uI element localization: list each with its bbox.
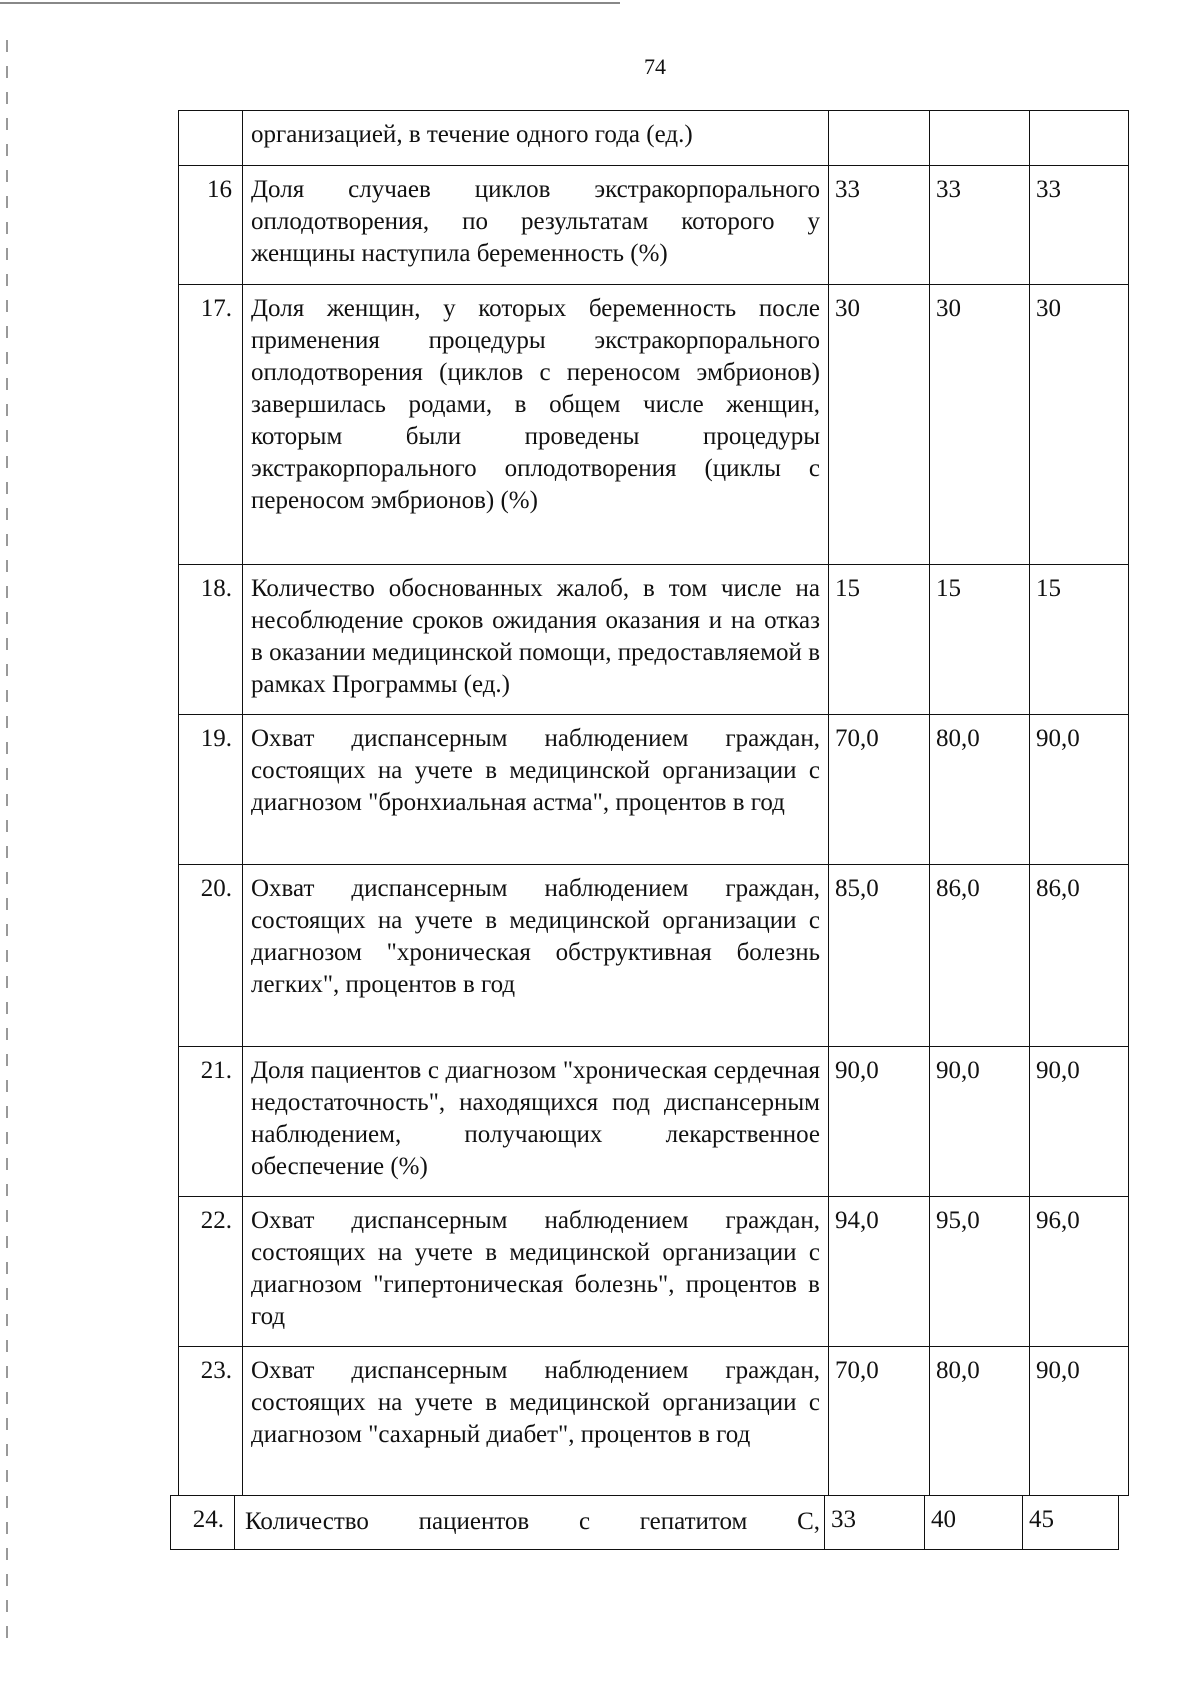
table-row [179,865,1129,1047]
table-row [179,565,1129,715]
value-year-1: 15 [829,565,930,715]
value-year-3: 45 [1023,1496,1119,1550]
value-year-2: 90,0 [930,1047,1030,1197]
indicators-table [178,110,1129,1496]
row-number: 23. [179,1347,243,1496]
indicator-text: Охват диспансерным наблюдением граждан, состоящих на учете в медицинской организации с диагнозом "гипертоническая болезнь", процентов в год [243,1197,829,1347]
value-year-1 [829,111,930,166]
table-row [179,1347,1129,1496]
value-year-3: 30 [1030,285,1129,565]
value-year-2: 40 [925,1496,1023,1550]
value-year-3: 86,0 [1030,865,1129,1047]
table-row [179,111,1129,166]
indicator-text: Охват диспансерным наблюдением граждан, состоящих на учете в медицинской организации с диагнозом "хроническая обструктивная болезнь легких", процентов в год [243,865,829,1047]
row-number: 16 [179,166,243,285]
value-year-1: 30 [829,285,930,565]
page-number: 74 [644,54,666,79]
value-year-3: 90,0 [1030,1047,1129,1197]
value-year-2: 33 [930,166,1030,285]
row-number: 21. [179,1047,243,1197]
value-year-1: 85,0 [829,865,930,1047]
value-year-2: 95,0 [930,1197,1030,1347]
value-year-1: 90,0 [829,1047,930,1197]
table-row [171,1496,1119,1550]
value-year-3 [1030,111,1129,166]
value-year-2: 80,0 [930,715,1030,865]
indicator-text: Охват диспансерным наблюдением граждан, состоящих на учете в медицинской организации с диагнозом "сахарный диабет", процентов в год [243,1347,829,1496]
value-year-3: 96,0 [1030,1197,1129,1347]
row-number: 18. [179,565,243,715]
value-year-1: 70,0 [829,715,930,865]
table-row [179,1197,1129,1347]
value-year-3: 33 [1030,166,1129,285]
row-number: 19. [179,715,243,865]
value-year-2 [930,111,1030,166]
scan-top-rule [0,2,620,4]
table-row [179,1047,1129,1197]
row-number [179,111,243,166]
table-row [179,166,1129,285]
value-year-3: 15 [1030,565,1129,715]
indicator-text: Доля пациентов с диагнозом "хроническая сердечная недостаточность", находящихся под диспансерным наблюдением, получающих лекарственное обеспечение (%) [243,1047,829,1197]
value-year-1: 70,0 [829,1347,930,1496]
indicator-text: организацией, в течение одного года (ед.) [243,111,829,166]
indicator-text: Доля женщин, у которых беременность после применения процедуры экстракорпорального оплодотворения (циклов с переносом эмбрионов) завершилась родами, в общем числе женщин, которым были проведены процедуры экстракорпорального оплодотворения (циклы с переносом эмбрионов) (%) [243,285,829,565]
indicators-table-continued [170,1495,1119,1550]
scan-left-edge [6,40,8,1640]
value-year-1: 33 [829,166,930,285]
row-number: 24. [171,1496,235,1550]
row-number: 22. [179,1197,243,1347]
value-year-1: 33 [825,1496,925,1550]
indicator-text: Доля случаев циклов экстракорпорального оплодотворения, по результатам которого у женщины наступила беременность (%) [243,166,829,285]
table-row [179,285,1129,565]
table-row [179,715,1129,865]
row-number: 17. [179,285,243,565]
value-year-1: 94,0 [829,1197,930,1347]
indicator-text: Охват диспансерным наблюдением граждан, состоящих на учете в медицинской организации с диагнозом "бронхиальная астма", процентов в год [243,715,829,865]
indicator-text: Количество пациентов с гепатитом С, [235,1496,825,1550]
value-year-3: 90,0 [1030,1347,1129,1496]
value-year-2: 86,0 [930,865,1030,1047]
value-year-2: 30 [930,285,1030,565]
value-year-2: 15 [930,565,1030,715]
indicator-text: Количество обоснованных жалоб, в том числе на несоблюдение сроков ожидания оказания и на отказ в оказании медицинской помощи, предоставляемой в рамках Программы (ед.) [243,565,829,715]
row-number: 20. [179,865,243,1047]
value-year-2: 80,0 [930,1347,1030,1496]
value-year-3: 90,0 [1030,715,1129,865]
